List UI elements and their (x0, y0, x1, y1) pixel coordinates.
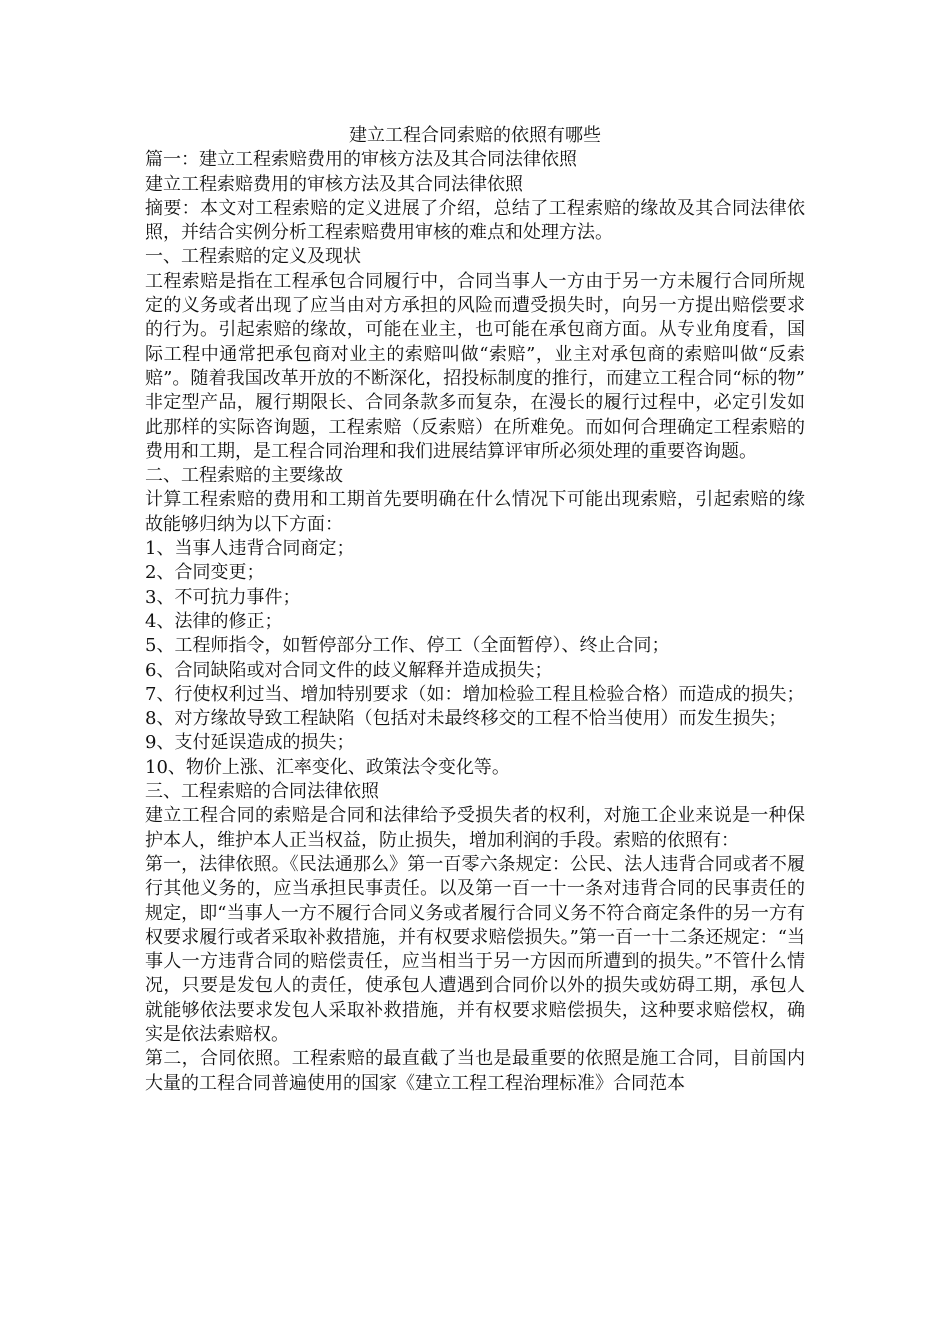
paragraph: 建立工程合同的索赔是合同和法律给予受损失者的权利，对施工企业来说是一种保护本人，维护本人正当权益，防止损失，增加利润的手段。索赔的依照有： (145, 805, 805, 851)
paragraph: 第一，法律依照。《民法通那么》第一百零六条规定：公民、法人违背合同或者不履行其他义务的，应当承担民事责任。以及第一百一十一条对违背合同的民事责任的规定，即“当事人一方不履行合同义务或者履行合同义务不符合商定条件的另一方有权要求履行或者采取补救措施，并有权要求赔偿损失。”第一百一十二条还规定：“当事人一方违背合同的赔偿责任，应当相当于另一方因而所遭到的损失。”不管什么情况，只要是发包人的责任，使承包人遭遇到合同价以外的损失或妨碍工期，承包人就能够依法要求发包人采取补救措施，并有权要求赔偿损失，这种要求赔偿权，确实是依法索赔权。 (145, 853, 805, 1045)
list-item: 6、合同缺陷或对合同文件的歧义解释并造成损失； (145, 659, 553, 681)
document-body (145, 124, 805, 1096)
list-item: 7、行使权利过当、增加特别要求（如：增加检验工程且检验合格）而造成的损失； (145, 683, 805, 705)
list-item: 2、合同变更； (145, 562, 265, 584)
list-item: 5、工程师指令，如暂停部分工作、停工（全面暂停）、终止合同； (145, 635, 670, 657)
paragraph: 计算工程索赔的费用和工期首先要明确在什么情况下可能出现索赔，引起索赔的缘故能够归纳为以下方面： (145, 489, 805, 535)
paragraph: 建立工程索赔费用的审核方法及其合同法律依照 (145, 173, 523, 195)
list-item: 4、法律的修正； (145, 610, 283, 632)
paragraph: 第二，合同依照。工程索赔的最直截了当也是最重要的依照是施工合同，目前国内大量的工程合同普遍使用的国家《建立工程工程治理标准》合同范本 (145, 1048, 805, 1094)
paragraph: 摘要：本文对工程索赔的定义进展了介绍，总结了工程索赔的缘故及其合同法律依照，并结合实例分析工程索赔费用审核的难点和处理方法。 (145, 197, 805, 244)
list-item: 8、对方缘故导致工程缺陷（包括对未最终移交的工程不恰当使用）而发生损失； (145, 708, 787, 730)
document-title: 建立工程合同索赔的依照有哪些 (349, 125, 601, 146)
section-heading: 二、工程索赔的主要缘故 (145, 465, 343, 487)
list-item: 1、当事人违背合同商定； (145, 538, 355, 560)
list-item: 3、不可抗力事件； (145, 586, 301, 608)
list-item: 10、物价上涨、汇率变化、政策法令变化等。 (145, 756, 510, 778)
paragraph: 工程索赔是指在工程承包合同履行中，合同当事人一方由于另一方未履行合同所规定的义务或者出现了应当由对方承担的风险而遭受损失时，向另一方提出赔偿要求的行为。引起索赔的缘故，可能在业主，也可能在承包商方面。从专业角度看，国际工程中通常把承包商对业主的索赔叫做“索赔”，业主对承包商的索赔叫做“反索赔”。随着我国改革开放的不断深化，招投标制度的推行，而建立工程合同“标的物” 非定型产品，履行期限长、合同条款多而复杂，在漫长的履行过程中，必定引发如此那样的实际咨询题，工程索赔（反索赔）在所难免。而如何合理确定工程索赔的费用和工期，是工程合同治理和我们进展结算评审所必须处理的重要咨询题。 (145, 270, 805, 462)
section-heading: 三、工程索赔的合同法律依照 (145, 781, 379, 803)
paragraph: 篇一：建立工程索赔费用的审核方法及其合同法律依照 (145, 149, 577, 171)
list-item: 9、支付延误造成的损失； (145, 732, 355, 754)
section-heading: 一、工程索赔的定义及现状 (145, 246, 361, 268)
